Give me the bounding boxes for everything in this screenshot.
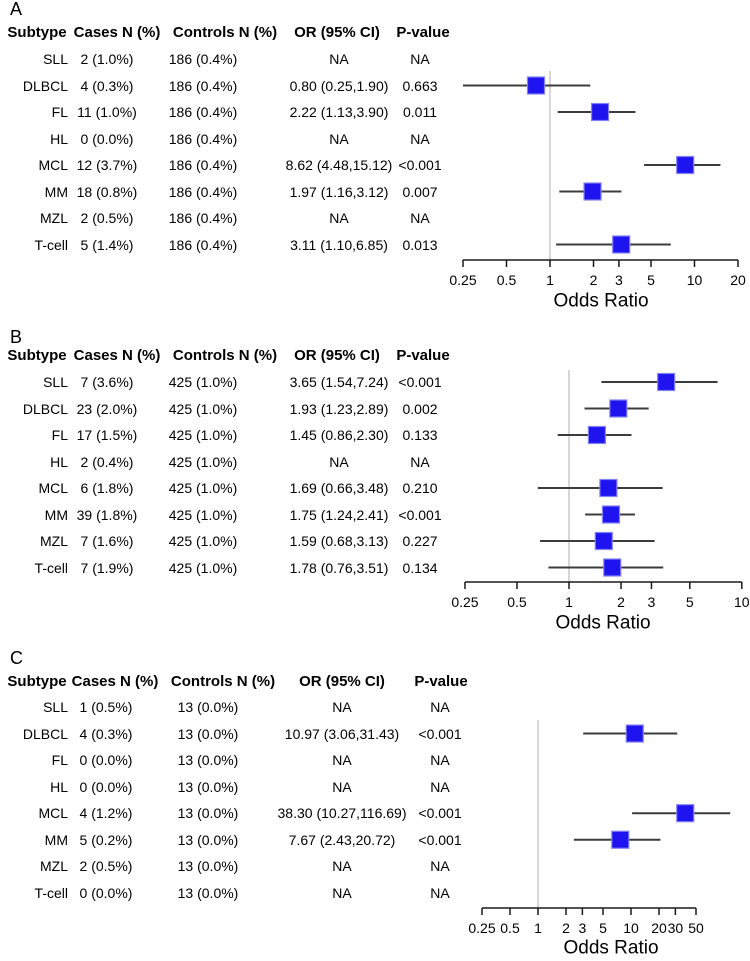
cell-controls: 13 (0.0%) <box>177 725 239 742</box>
or-marker-sll <box>658 374 675 391</box>
x-tick-label: 5 <box>647 272 655 288</box>
cell-cases: 39 (1.8%) <box>76 506 138 523</box>
column-header-or-ci: OR (95% CI) <box>294 24 380 41</box>
cell-subtype: DLBCL <box>22 400 68 417</box>
cell-controls: 13 (0.0%) <box>177 752 239 769</box>
column-header-cases: Cases N (%) <box>73 347 161 364</box>
panel-c <box>0 650 750 961</box>
cell-subtype: FL <box>51 427 68 443</box>
cell-cases: 0 (0.0%) <box>79 884 133 901</box>
column-header-p-value: P-value <box>396 24 450 41</box>
x-tick-label: 2 <box>562 920 570 936</box>
x-tick-label: 0.25 <box>451 594 479 610</box>
x-tick-label: 3 <box>615 272 623 288</box>
x-tick-label: 2 <box>617 594 625 610</box>
or-marker-mcl <box>677 157 694 174</box>
column-header-cases: Cases N (%) <box>73 24 161 41</box>
cell-subtype: SLL <box>43 374 68 390</box>
cell-subtype: T-cell <box>34 236 68 253</box>
column-header-p-value: P-value <box>396 347 450 364</box>
x-tick-label: 5 <box>599 920 607 936</box>
x-tick-label: 30 <box>667 920 684 936</box>
cell-controls: 13 (0.0%) <box>177 831 239 848</box>
or-marker-fl <box>592 104 609 121</box>
cell-controls: 13 (0.0%) <box>177 858 239 875</box>
cell-p-value: <0.001 <box>418 831 462 848</box>
or-marker-mm <box>602 506 619 523</box>
cell-or-ci: 1.45 (0.86,2.30) <box>289 427 389 443</box>
cell-cases: 7 (1.9%) <box>80 559 134 576</box>
cell-controls: 425 (1.0%) <box>168 374 238 390</box>
cell-cases: 4 (1.2%) <box>79 805 133 822</box>
x-tick-label: 5 <box>685 594 694 610</box>
x-tick-label: 2 <box>589 272 598 288</box>
cell-p-value: 0.011 <box>403 104 437 120</box>
cell-p-value: 0.134 <box>402 559 438 576</box>
cell-p-value: <0.001 <box>418 805 462 822</box>
column-header-subtype: Subtype <box>7 673 67 690</box>
cell-cases: 5 (1.4%) <box>80 236 134 253</box>
column-header-or-ci: OR (95% CI) <box>299 673 385 690</box>
cell-controls: 425 (1.0%) <box>168 480 238 496</box>
cell-or-ci: 7.67 (2.43,20.72) <box>288 831 396 848</box>
cell-or-ci: 38.30 (10.27,116.69) <box>277 805 407 822</box>
cell-subtype: FL <box>51 104 68 120</box>
cell-subtype: DLBCL <box>22 77 68 94</box>
x-tick-label: 0.25 <box>449 272 477 288</box>
cell-controls: 13 (0.0%) <box>177 884 239 901</box>
cell-subtype: MM <box>44 183 68 200</box>
cell-or-ci: 8.62 (4.48,15.12) <box>285 157 393 173</box>
cell-subtype: HL <box>50 453 68 470</box>
cell-controls: 186 (0.4%) <box>168 157 238 173</box>
cell-p-value: NA <box>430 778 450 795</box>
cell-or-ci: 1.97 (1.16,3.12) <box>289 183 389 200</box>
cell-or-ci: 1.78 (0.76,3.51) <box>289 559 389 576</box>
x-tick-label: 3 <box>578 920 587 936</box>
x-tick-label: 0.5 <box>496 272 517 288</box>
cell-cases: 11 (1.0%) <box>77 104 137 120</box>
cell-p-value: <0.001 <box>398 374 442 390</box>
cell-or-ci: NA <box>332 752 352 769</box>
column-header-controls: Controls N (%) <box>172 24 278 41</box>
cell-controls: 186 (0.4%) <box>168 183 238 200</box>
cell-p-value: 0.227 <box>402 533 438 549</box>
cell-p-value: <0.001 <box>398 506 442 523</box>
panel-label: A <box>10 0 23 19</box>
cell-cases: 1 (0.5%) <box>79 699 133 715</box>
cell-or-ci: NA <box>332 884 352 901</box>
cell-or-ci: NA <box>329 210 349 226</box>
cell-cases: 5 (0.2%) <box>79 831 133 848</box>
cell-p-value: NA <box>410 130 430 147</box>
or-marker-t-cell <box>604 559 621 576</box>
x-axis-title: Odds Ratio <box>563 937 659 959</box>
cell-subtype: DLBCL <box>22 725 68 742</box>
cell-controls: 186 (0.4%) <box>168 130 238 147</box>
column-header-controls: Controls N (%) <box>172 347 278 364</box>
column-header-subtype: Subtype <box>7 347 67 364</box>
cell-p-value: <0.001 <box>418 725 462 742</box>
cell-p-value: 0.002 <box>402 400 438 417</box>
cell-controls: 13 (0.0%) <box>177 699 239 715</box>
cell-controls: 186 (0.4%) <box>168 104 238 120</box>
cell-cases: 2 (0.5%) <box>79 858 133 875</box>
x-tick-label: 3 <box>647 594 656 610</box>
cell-controls: 425 (1.0%) <box>168 506 238 523</box>
x-tick-label: 10 <box>686 272 703 288</box>
or-marker-mm <box>612 831 629 848</box>
cell-cases: 7 (3.6%) <box>80 374 134 390</box>
cell-cases: 6 (1.8%) <box>80 480 134 496</box>
cell-or-ci: NA <box>332 699 352 715</box>
x-tick-label: 0.5 <box>500 920 520 936</box>
cell-p-value: <0.001 <box>398 157 442 173</box>
cell-cases: 0 (0.0%) <box>79 752 133 769</box>
cell-controls: 186 (0.4%) <box>168 51 238 67</box>
x-tick-label: 20 <box>651 920 667 936</box>
cell-cases: 0 (0.0%) <box>80 130 134 147</box>
cell-cases: 17 (1.5%) <box>76 427 138 443</box>
cell-controls: 13 (0.0%) <box>177 778 239 795</box>
cell-or-ci: 1.93 (1.23,2.89) <box>289 400 389 417</box>
cell-p-value: NA <box>430 699 450 715</box>
cell-p-value: NA <box>410 210 430 226</box>
cell-or-ci: 3.11 (1.10,6.85) <box>290 236 388 253</box>
column-header-subtype: Subtype <box>7 24 67 41</box>
cell-subtype: T-cell <box>34 884 68 901</box>
cell-subtype: MZL <box>40 210 68 226</box>
cell-or-ci: NA <box>332 858 352 875</box>
cell-or-ci: 10.97 (3.06,31.43) <box>284 725 400 742</box>
cell-or-ci: 3.65 (1.54,7.24) <box>289 374 389 390</box>
or-marker-fl <box>588 427 605 444</box>
or-marker-mcl <box>677 805 694 822</box>
cell-controls: 425 (1.0%) <box>168 427 238 443</box>
cell-p-value: 0.210 <box>402 480 438 496</box>
cell-controls: 186 (0.4%) <box>168 77 238 94</box>
cell-subtype: MCL <box>38 805 68 822</box>
cell-subtype: MZL <box>40 533 68 549</box>
cell-subtype: MZL <box>40 858 68 875</box>
cell-or-ci: 1.59 (0.68,3.13) <box>289 533 389 549</box>
cell-subtype: MCL <box>38 480 68 496</box>
cell-cases: 18 (0.8%) <box>76 183 138 200</box>
cell-subtype: MM <box>44 506 68 523</box>
panel-label: C <box>10 648 23 668</box>
cell-subtype: MM <box>44 831 68 848</box>
cell-cases: 2 (0.5%) <box>80 210 134 226</box>
cell-cases: 2 (1.0%) <box>80 51 134 67</box>
column-header-controls: Controls N (%) <box>170 673 276 690</box>
x-tick-label: 0.5 <box>507 594 527 610</box>
x-tick-label: 10 <box>623 920 639 936</box>
or-marker-mzl <box>595 533 612 550</box>
cell-controls: 425 (1.0%) <box>168 453 238 470</box>
cell-or-ci: 0.80 (0.25,1.90) <box>289 77 389 94</box>
or-marker-dlbcl <box>527 77 544 94</box>
cell-controls: 425 (1.0%) <box>168 533 238 549</box>
panel-label: B <box>10 327 23 347</box>
cell-cases: 7 (1.6%) <box>80 533 134 549</box>
x-axis-title: Odds Ratio <box>555 612 651 634</box>
cell-cases: 0 (0.0%) <box>79 778 133 795</box>
or-marker-mcl <box>600 480 617 497</box>
x-tick-label: 0.25 <box>468 920 496 936</box>
cell-p-value: 0.013 <box>402 236 438 253</box>
cell-p-value: NA <box>410 51 430 67</box>
cell-subtype: FL <box>51 752 68 769</box>
cell-p-value: NA <box>430 858 450 875</box>
cell-subtype: HL <box>50 130 68 147</box>
x-tick-label: 20 <box>730 272 746 288</box>
forest-plot-c <box>0 650 750 961</box>
x-tick-label: 1 <box>546 272 554 288</box>
cell-subtype: HL <box>50 778 68 795</box>
or-marker-dlbcl <box>626 725 643 742</box>
cell-p-value: 0.133 <box>402 427 438 443</box>
cell-cases: 23 (2.0%) <box>76 400 138 417</box>
cell-subtype: SLL <box>43 699 68 715</box>
cell-or-ci: NA <box>329 130 349 147</box>
cell-controls: 13 (0.0%) <box>177 805 239 822</box>
forest-plot-a <box>0 0 750 330</box>
column-header-cases: Cases N (%) <box>71 673 159 690</box>
cell-cases: 4 (0.3%) <box>79 725 133 742</box>
cell-cases: 2 (0.4%) <box>80 453 134 470</box>
cell-controls: 425 (1.0%) <box>168 559 238 576</box>
cell-cases: 12 (3.7%) <box>76 157 138 173</box>
cell-cases: 4 (0.3%) <box>80 77 134 94</box>
cell-subtype: SLL <box>43 51 68 67</box>
x-tick-label: 1 <box>534 920 542 936</box>
x-tick-label: 10 <box>734 594 750 610</box>
panel-b <box>0 327 750 650</box>
x-tick-label: 1 <box>565 594 573 610</box>
cell-or-ci: NA <box>332 778 352 795</box>
cell-p-value: 0.007 <box>402 183 438 200</box>
cell-or-ci: NA <box>329 51 349 67</box>
cell-or-ci: 1.75 (1.24,2.41) <box>289 506 389 523</box>
forest-plot-b <box>0 330 750 650</box>
or-marker-t-cell <box>613 236 630 253</box>
or-marker-dlbcl <box>610 400 627 417</box>
cell-controls: 186 (0.4%) <box>168 210 238 226</box>
cell-or-ci: 2.22 (1.13,3.90) <box>289 104 389 120</box>
cell-p-value: NA <box>430 752 450 769</box>
or-marker-mm <box>584 183 601 200</box>
cell-or-ci: 1.69 (0.66,3.48) <box>289 480 389 496</box>
cell-subtype: T-cell <box>34 559 68 576</box>
cell-controls: 425 (1.0%) <box>168 400 238 417</box>
x-tick-label: 50 <box>688 920 704 936</box>
cell-subtype: MCL <box>38 157 68 173</box>
cell-p-value: NA <box>430 884 450 901</box>
column-header-or-ci: OR (95% CI) <box>294 347 380 364</box>
cell-or-ci: NA <box>329 453 349 470</box>
cell-p-value: NA <box>410 453 430 470</box>
cell-p-value: 0.663 <box>402 77 438 94</box>
cell-controls: 186 (0.4%) <box>168 236 238 253</box>
panel-a <box>0 0 750 330</box>
column-header-p-value: P-value <box>414 673 468 690</box>
x-axis-title: Odds Ratio <box>553 290 649 312</box>
